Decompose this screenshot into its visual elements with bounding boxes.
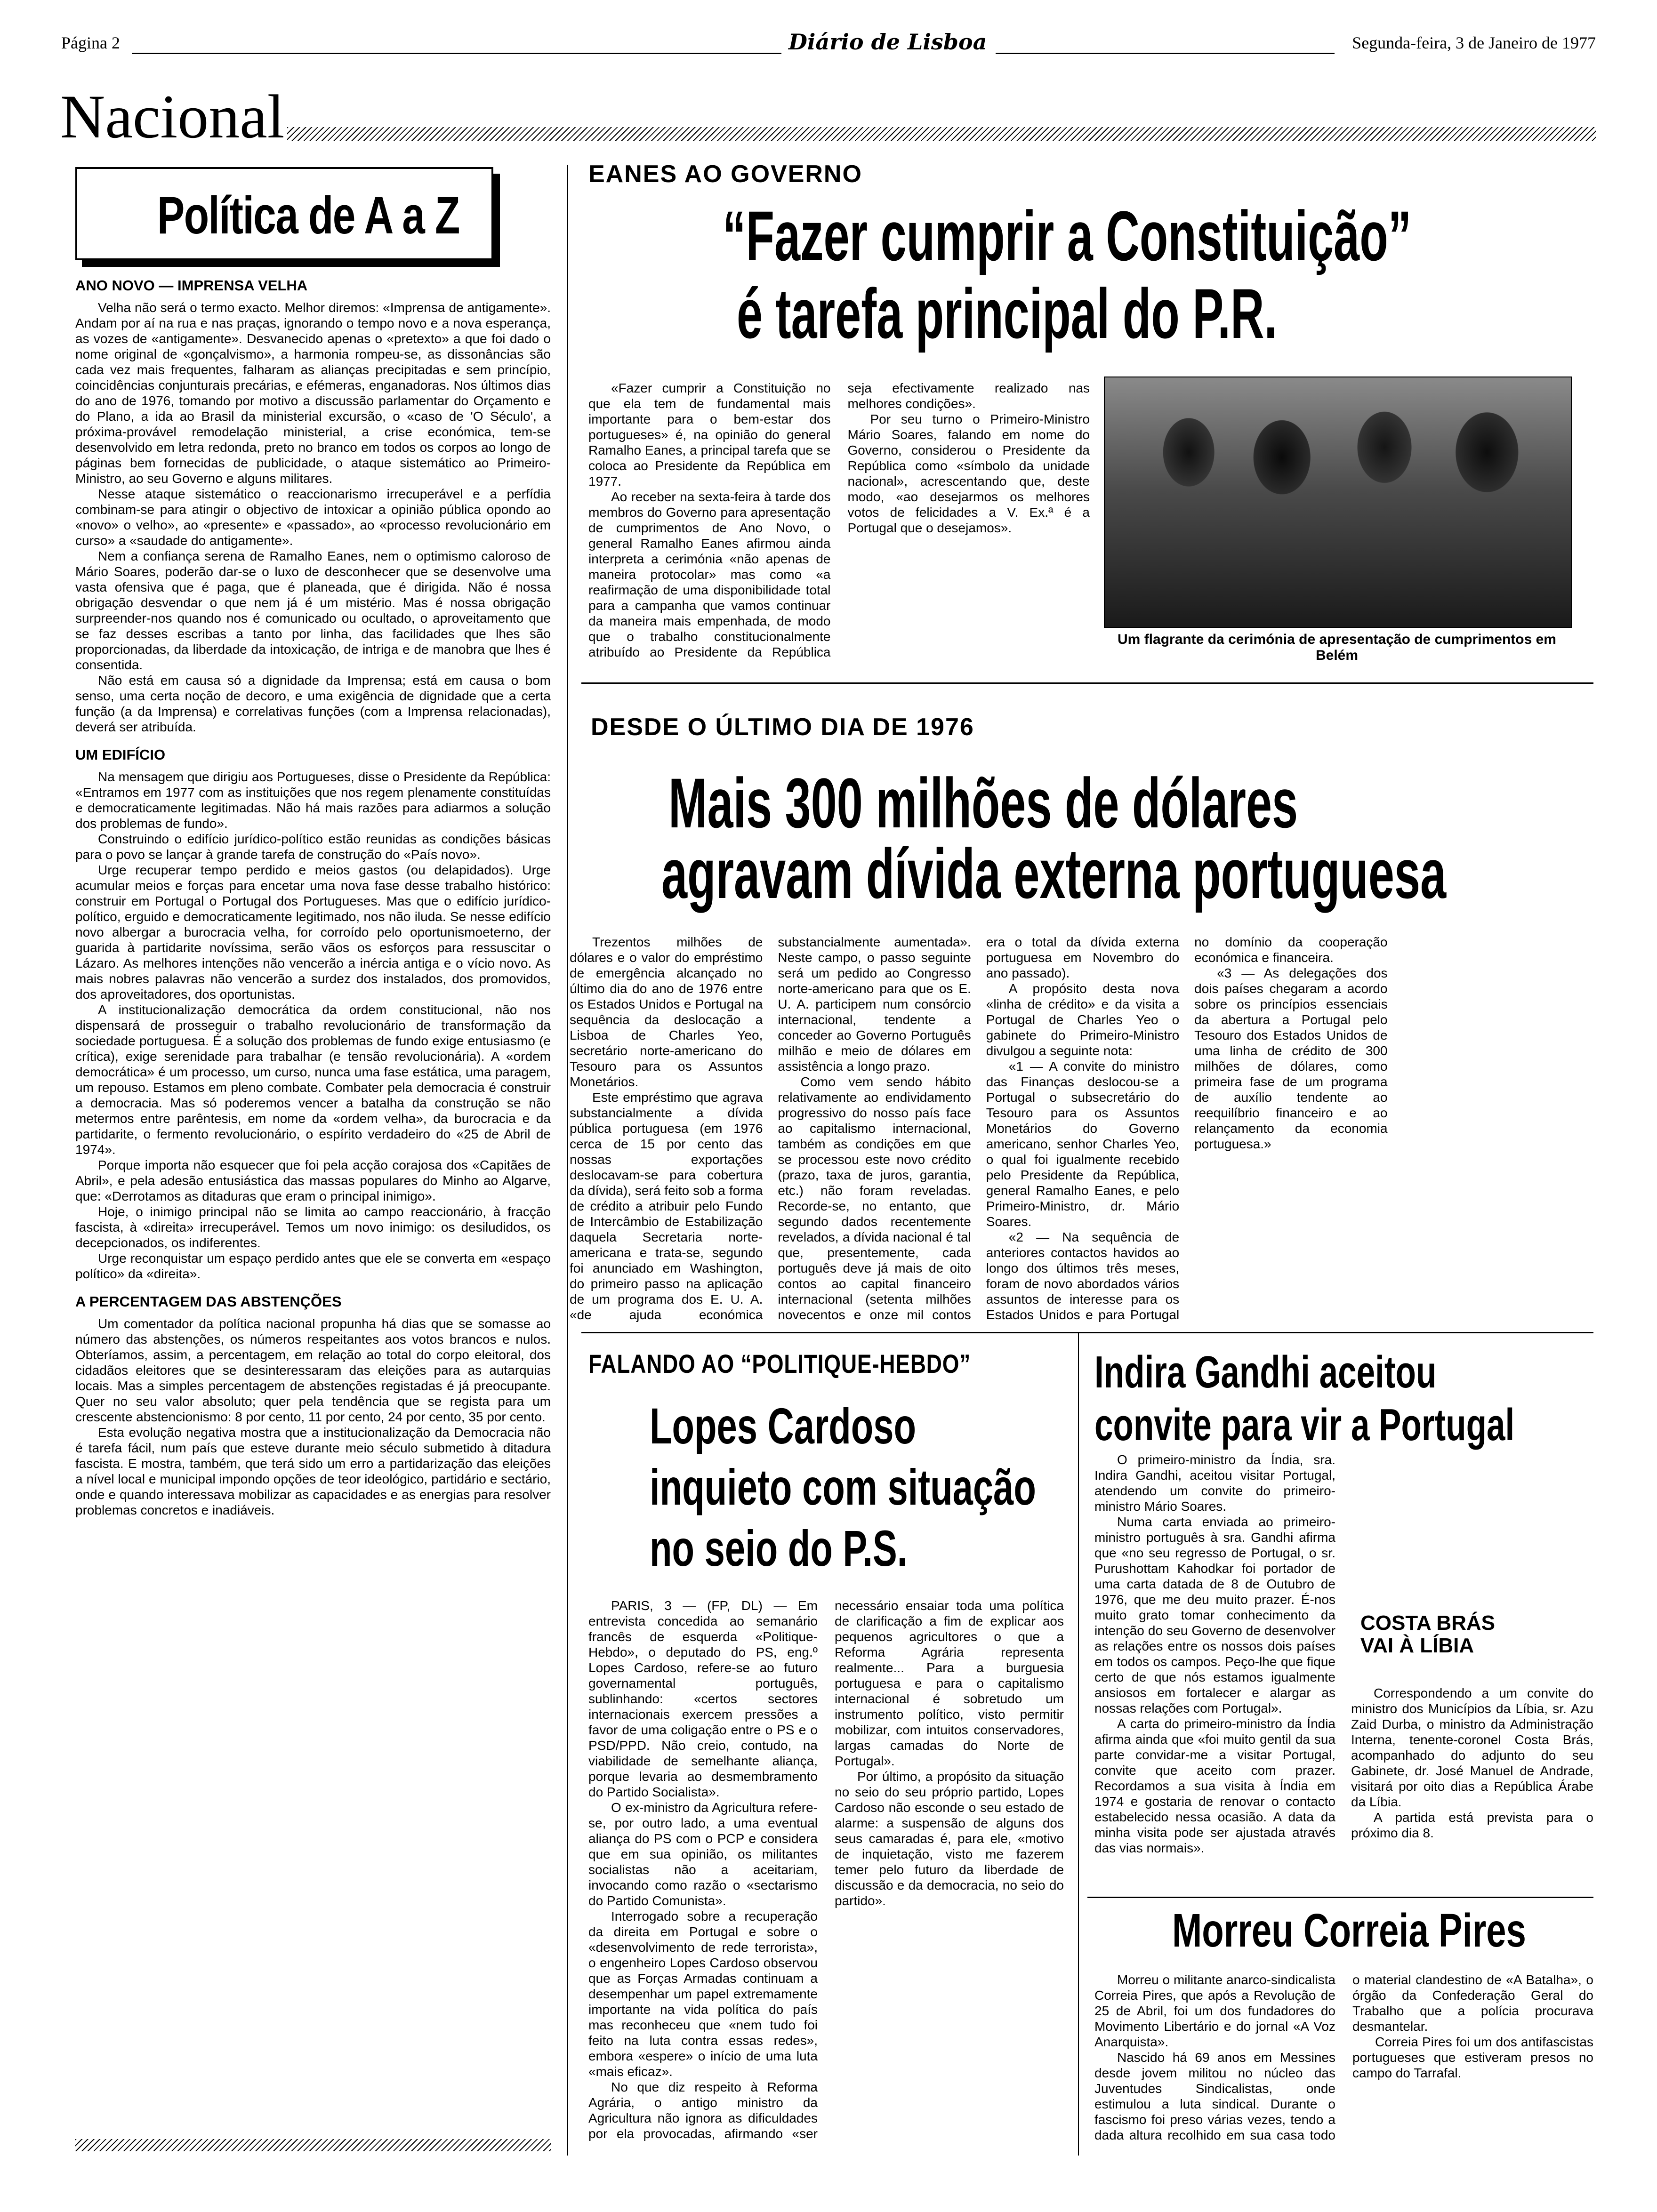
lead-headline-1: “Fazer cumprir a Constituição” — [723, 196, 1412, 275]
sidebar-bottom-hatch — [75, 2139, 551, 2151]
section-hatch-band — [287, 127, 1596, 141]
issue-date: Segunda-feira, 3 de Janeiro de 1977 — [1352, 33, 1596, 52]
lead-body — [588, 380, 1090, 672]
paragraph: Esta evolução negativa mostra que a institucionalização da Democracia não é tarefa fácil, num país que esteve durante meio século submetido à ditadura fascista. E mostra, também, que terá sido um erro a partidarização das eleições a nível local e municipal impondo opções de teor ideológico, partidário e sectário, onde e quando interessava mobilizar as capacidades e as energias para resolver problemas concretos e inadiáveis. — [75, 1425, 551, 1517]
paragraph: «Fazer cumprir a Constituição no que ela tem de fundamental mais importante para o bem-estar dos portugueses» é, na opinião do general Ramalho Eanes, a principal tarefa que se coloca ao Presidente da República em 1977. — [588, 381, 831, 489]
article-heading: UM EDIFÍCIO — [75, 746, 166, 763]
photo-caption: Um flagrante da cerimónia de apresentação de cumprimentos em Belém — [1118, 632, 1556, 663]
debt-headline-1: Mais 300 milhões de dólares — [668, 763, 1298, 842]
paragraph: Correspondendo a um convite do ministro dos Municípios da Líbia, sr. Azu Zaid Durba, o ministro da Administração Interna, tenente-coronel Costa Brás, acompanhado do adjunto do seu Gabinete, dr. José Manuel de Andrade, visitará por oito dias a República Árabe da Líbia. — [1351, 1686, 1593, 1809]
headline-line: Lopes Cardoso — [650, 1397, 917, 1454]
obit-body — [1094, 1972, 1593, 2156]
paragraph: Urge reconquistar um espaço perdido antes que ele se converta em «espaço político» da «direita». — [75, 1251, 551, 1281]
masthead — [61, 29, 1596, 59]
headline-line: COSTA BRÁS — [1360, 1611, 1495, 1635]
lead-headline-2: é tarefa principal do P.R. — [737, 274, 1278, 353]
sidebar-column — [75, 278, 551, 1518]
paragraph: Por seu turno o Primeiro-Ministro Mário Soares, falando em nome do Governo, considerou o Presidente da República como «símbolo da unidade nacional», acrescentando que, deste modo, «ao desejarmos os melhores votos de felicidades a V. Ex.ª é a Portugal que o desejamos». — [847, 412, 1090, 535]
paragraph: Nesse ataque sistemático o reaccionarismo irrecuperável e a perfídia combinam-se para atingir o objectivo de intoxicar a opinião pública opondo ao «novo» o velho», ao «presente» e «passado», ao «processo revolucionário em curso» a «saudade do antigamente». — [75, 487, 551, 548]
paragraph: Na mensagem que dirigiu aos Portugueses, disse o Presidente da República: «Entramos em 1977 com as instituições que nos regem plenamente constituídas e democraticamente legitimadas. Não há mais razões para adiarmos a solução dos problemas de fundo». — [75, 769, 551, 831]
paragraph: No que diz respeito à Reforma Agrária, o antigo ministro da Agricultura não ignora as dificuldades por ela provocadas, afirmando «ser necessário ensaiar toda uma política de clarificação a fim de explicar aos pequenos agricultores o que a Reforma Agrária representa realmente... Para a burguesia portuguesa e para o capitalismo internacional é sobretudo um instrumento político, visto permitir mobilizar, com intuitos conservadores, largas camadas do Norte de Portugal». — [588, 1598, 1064, 2141]
paper-name: Diário de Lisboa — [788, 29, 987, 55]
headline-line: VAI À LÍBIA — [1360, 1634, 1474, 1657]
costa-box — [1351, 1612, 1593, 1894]
paragraph: Este empréstimo que agrava substancialmente a dívida pública portuguesa (em 1976 cerca de 15 por cento das nossas exportações deslocavam-se para cobertura da dívida), será feito sob a forma de crédito a atribuir pelo Fundo de Intercâmbio de Estabilização daquela Secretaria norte-americana e trata-se, segundo foi anunciado em Washington, do primeiro passo na aplicação de um programa dos E. U. A. «de ajuda económica substancialmente aumentada». Neste campo, o passo seguinte será um pedido ao Congresso norte-americano para que os E. U. A. participem num consórcio internacional, tendente a conceder ao Governo Português milhão e meio de dólares em assistência a longo prazo. — [570, 935, 971, 1322]
paragraph: «1 — A convite do ministro das Finanças deslocou-se a Portugal o subsecretário do Tesouro para os Assuntos Monetários do Governo americano, senhor Charles Yeo, o qual foi igualmente recebido pelo Presidente da República, general Ramalho Eanes, e pelo Primeiro-Ministro, dr. Mário Soares. — [986, 1059, 1180, 1229]
paragraph: O ex-ministro da Agricultura refere-se, por outro lado, a uma eventual aliança do PS com o PCP e considera que em sua opinião, os militantes socialistas não a aceitariam, invocando como razão o «sectarismo do Partido Comunista». — [588, 1800, 818, 1908]
paragraph: Velha não será o termo exacto. Melhor diremos: «Imprensa de antigamente». Andam por aí na rua e nas praças, ignorando o tempo novo e a nova esperança, as vozes de «antigamente». Desvanecido apenas o «pretexto» a que foi dado o nome original de «gonçalvismo», a harmonia rompeu-se, as dissonâncias são cada vez mais frequentes, falharam as alianças precipitadas e sem princípio, coincidências conjunturais precárias, e efémeras, enganadoras. Nos últimos dias do ano de 1976, tomando por motivo a discussão parlamentar do Orçamento e do Plano, a ida ao Brasil da ministerial excursão, o «caso de 'O Século', a próxima-provável remodelação ministerial, a crise económica, tem-se desenvolvido em letra redonda, preto no branco em todos os corpos ao longo de páginas bem fornecidas de publicidade, o ataque sistemático ao Primeiro-Ministro, ao seu Governo e alguns militares. — [75, 300, 551, 486]
paragraph: Hoje, o inimigo principal não se limita ao campo reaccionário, à fracção fascista, à «direita» irrecuperável. Temos um novo inimigo: os desiludidos, os decepcionados, os indiferentes. — [75, 1204, 551, 1250]
indira-headline — [1094, 1346, 1657, 1451]
debt-kicker: DESDE O ÚLTIMO DIA DE 1976 — [591, 713, 974, 741]
paragraph: Por último, a propósito da situação no seio do seu próprio partido, Lopes Cardoso não esconde o seu estado de alarme: a suspensão de alguns dos seus camaradas é, para ele, «motivo de inquietação, visto me fazerem temer pelo futuro da liberdade de discussão e da democracia, no seio do partido». — [835, 1769, 1064, 1908]
paragraph: A carta do primeiro-ministro da Índia afirma ainda que «foi muito gentil da sua parte convidar-me a visitar Portugal, convite que aceito com prazer. Recordamos a sua visita à Índia em 1974 e gostaria de renovar o contacto estabelecido nessa ocasião. A data da minha visita pode ser ajustada através das vias normais». — [1094, 1716, 1335, 1855]
debt-body — [570, 934, 1596, 1325]
paragraph: «2 — Na sequência de anteriores contactos havidos ao longo dos últimos três meses, foram de novo abordados vários assuntos de interesse para os Estados Unidos e para Portugal no domínio da cooperação económica e financeira. — [986, 935, 1388, 1322]
lead-kicker: EANES AO GOVERNO — [588, 160, 862, 188]
section-divider — [581, 1332, 1593, 1333]
article-heading: A PERCENTAGEM DAS ABSTENÇÕES — [75, 1293, 342, 1310]
obit-headline: Morreu Correia Pires — [1172, 1904, 1526, 1957]
paragraph: Nascido há 69 anos em Messines desde jovem militou no núcleo das Juventudes Sindicalistas, onde estimulou a luta sindical. Durante o fascismo foi preso várias vezes, tendo a dada altura recolhido em sua casa todo o material clandestino de «A Batalha», o órgão da Confederação Geral do Trabalho que a polícia procurava desmantelar. — [1094, 1972, 1593, 2142]
paragraph: Porque importa não esquecer que foi pela acção corajosa dos «Capitães de Abril», e pela adesão entusiástica das massas populares do Minho ao Algarve, que: «Derrotamos as ditaduras que eram o principal inimigo». — [75, 1158, 551, 1203]
paragraph: Ao receber na sexta-feira à tarde dos membros do Governo para apresentação de cumprimentos de Ano Novo, o general Ramalho Eanes afirmou ainda interpreta a cerimónia «não apenas de maneira protocolar» mas como «a reafirmação de uma disponibilidade total para a campanha que vamos continuar da maneira mais empenhada, de modo que o trabalho constitucionalmente atribuído ao Presidente da República seja efectivamente realizado nas melhores condições». — [588, 381, 1090, 659]
paragraph: O primeiro-ministro da Índia, sra. Indira Gandhi, aceitou visitar Portugal, atendendo um convite do primeiro-ministro Mário Soares. — [1094, 1452, 1335, 1514]
masthead-rule-left — [132, 53, 781, 54]
article-heading: ANO NOVO — IMPRENSA VELHA — [75, 277, 308, 294]
paragraph: A partida está prevista para o próximo dia 8. — [1351, 1810, 1593, 1840]
headline-line: Indira Gandhi aceitou — [1094, 1347, 1437, 1397]
section-divider — [1087, 1897, 1593, 1898]
costa-headline — [1351, 1612, 1593, 1657]
paragraph: Não está em causa só a dignidade da Imprensa; está em causa o bom senso, uma certa noção de decoro, e uma exigência de dignidade que a certa função (a da Imprensa) e correlativas funções (com a Imprensa relacionadas), deverá ser atribuída. — [75, 673, 551, 734]
paragraph: Correia Pires foi um dos antifascistas portugueses que estiveram presos no campo do Tarrafal. — [1352, 2035, 1593, 2080]
paragraph: Um comentador da política nacional propunha há dias que se somasse ao número das abstenções, os números respeitantes aos votos brancos e nulos. Obteríamos, assim, a percentagem, em relação ao total do corpo eleitoral, dos cidadãos eleitores que se desinteressaram das eleições para as autarquias locais. Mas a simples percentagem de abstenções registadas é já preocupante. Quer no seu valor absoluto; quer pela tendência que se regista para um crescente abstencionismo: 8 por cento, 11 por cento, 24 por cento, 35 por cento. — [75, 1316, 551, 1424]
masthead-rule-right — [996, 53, 1335, 54]
paragraph: Urge recuperar tempo perdido e meios gastos (ou delapidados). Urge acumular meios e forças para encetar uma nova fase desse trabalho histórico: construir em Portugal o Portugal dos Portugueses. Mas que o edifício jurídico-político, erguido e democraticamente legitimado, nos não iluda. Se nesse edifício novo albergar a burocracia velha, for corroído pelo oportunismoeterno, der guarida à partidarite novíssima, serão vãos os esforços para ressuscitar o Lázaro. As melhores intenções não vencerão a inércia antiga e o vício novo. As mais nobres palavras não vencerão a surdez dos instalados, dos promovidos, dos aproveitadores, dos oportunistas. — [75, 863, 551, 1002]
column-divider — [567, 165, 568, 2156]
paragraph: A institucionalização democrática da ordem constitucional, não nos dispensará de prosseguir o trabalho revolucionário de transformação da sociedade portuguesa. É a solução dos problemas de fundo exige entusiasmo (e crítica), exige serenidade para trabalhar (e tensão revolucionária). A «ordem democrática» é um processo, um curso, nunca uma fase estática, uma paragem, um repouso. Estamos em pleno combate. Combater pela democracia é construir a democracia. Mas só poderemos vencer a batalha da construção se não metermos entre parêntesis, em nome da «ordem velha», da burocracia e da partidarite, o fermento revolucionário, o espírito verdadeiro do «25 de Abril de 1974». — [75, 1002, 551, 1157]
paragraph: A propósito desta nova «linha de crédito» e da visita a Portugal de Charles Yeo o gabinete do Primeiro-Ministro divulgou a seguinte nota: — [986, 981, 1180, 1058]
page-number: Página 2 — [61, 33, 120, 52]
paragraph: Construindo o edifício jurídico-político estão reunidas as condições básicas para o povo se lançar à grande tarefa de construção do «País novo». — [75, 832, 551, 862]
section-divider — [581, 682, 1593, 684]
ceremony-photo — [1104, 377, 1572, 628]
paragraph: Trezentos milhões de dólares e o valor do empréstimo de emergência alcançado no último dia do ano de 1976 entre os Estados Unidos e Portugal na sequência da deslocação a Lisboa de Charles Yeo, secretário norte-americano do Tesouro para os Assuntos Monetários. — [570, 935, 763, 1089]
costa-body — [1351, 1685, 1593, 1841]
headline-line: convite para vir a Portugal — [1094, 1400, 1515, 1450]
sidebar-title: Política de A a Z — [157, 186, 459, 245]
paragraph: Como vem sendo hábito relativamente ao endividamento progressivo do nosso país face ao capitalismo internacional, também as condições em que se processou este novo crédito (prazo, taxa de juros, garantia, etc.) não foram reveladas. Recorde-se, no entanto, que segundo dados recentemente revelados, a dívida nacional é tal que, presentemente, cada português deve já mais de oito contos ao capital financeiro internacional (setenta milhões novecentos e onze mil contos era o total da dívida externa portuguesa em Novembro do ano passado). — [778, 935, 1180, 1322]
paragraph: PARIS, 3 — (FP, DL) — Em entrevista concedida ao semanário francês de esquerda «Politique-Hebdo», o deputado do PS, eng.º Lopes Cardoso, refere-se ao futuro governamental português, sublinhando: «certos sectores internacionais exercem pressões a favor de uma coligação entre o PS e o PSD/PPD. Não creio, contudo, na viabilidade de semelhante aliança, porque levaria ao desmembramento do Partido Socialista». — [588, 1598, 818, 1799]
paragraph: Morreu o militante anarco-sindicalista Correia Pires, que após a Revolução de 25 de Abril, foi um dos fundadores do Movimento Libertário e do jornal «A Voz Anarquista». — [1094, 1972, 1335, 2049]
paragraph: Interrogado sobre a recuperação da direita em Portugal e sobre o «desenvolvimento de rede terrorista», o engenheiro Lopes Cardoso observou que as Forças Armadas continuam a desempenhar um papel extremamente importante na vida política do país mas reconheceu que «nem tudo foi feito na luta contra essas redes», embora «espere» o início de uma luta «mais eficaz». — [588, 1909, 818, 2079]
paragraph: Nem a confiança serena de Ramalho Eanes, nem o optimismo caloroso de Mário Soares, poderão dar-se o luxo de desconhecer que se desenvolve uma vasta ofensiva que é paga, que é planeada, que é dirigida. Não é nossa obrigação desvendar o que nem já é um mistério. Mas é nossa obrigação surpreender-nos quando nos é comunicado ou ocultado, o aproveitamento que se faz desses escribas a tanto por linha, das facilidades que lhes são proporcionadas, da liberdade da intoxicação, de intriga e de manobra que lhes é consentida. — [75, 549, 551, 672]
sidebar-title-box — [75, 167, 493, 260]
section-title: Nacional — [60, 82, 285, 151]
headline-line: inquieto com situação — [650, 1459, 1036, 1515]
lopes-body — [588, 1598, 1064, 2153]
lopes-kicker: FALANDO AO “POLITIQUE-HEBDO” — [588, 1349, 971, 1378]
paragraph: Numa carta enviada ao primeiro-ministro português à sra. Gandhi afirma que «no seu regresso de Portugal, o sr. Purushottam Kahodkar foi portador de uma carta datada de 8 de Outubro de 1976, que me deu muito prazer. É-nos muito grato tomar conhecimento da intenção do seu Governo de desenvolver as relações entre os nossos dois países em todos os campos. Peço-lhe que fique certo de que nós estamos igualmente ansiosos em fortalecer e alargar as nossas relações com Portugal». — [1094, 1515, 1335, 1715]
paragraph: «3 — As delegações dos dois países chegaram a acordo sobre os princípios essenciais da abertura a Portugal pelo Tesouro dos Estados Unidos de uma linha de crédito de 300 milhões de dólares, como primeira fase de um programa de auxílio tendente ao reequilíbrio financeiro e ao relançamento da economia portuguesa.» — [1194, 966, 1388, 1151]
debt-headline-2: agravam dívida externa portuguesa — [661, 834, 1447, 913]
headline-line: no seio do P.S. — [650, 1520, 908, 1577]
